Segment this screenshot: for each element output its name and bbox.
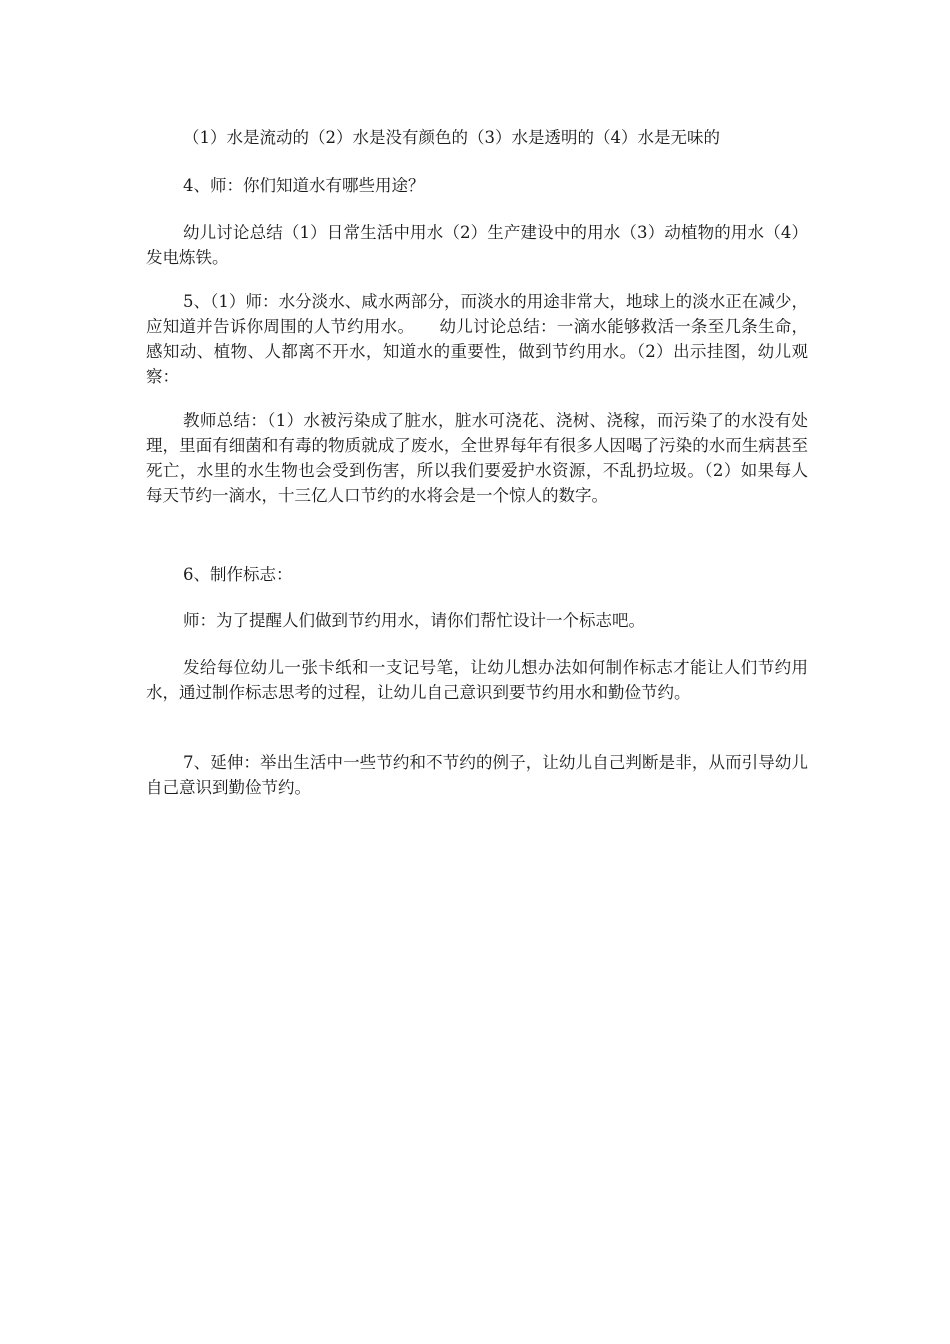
- paragraph-teacher-summary: 教师总结：（1）水被污染成了脏水，脏水可浇花、浇树、浇稼，而污染了的水没有处理，里面有细菌和有毒的物质就成了废水，全世界每年有很多人因喝了污染的水而生病甚至死亡，水里的水生物也会受到伤害，所以我们要爱护水资源，不乱扔垃圾。（2）如果每人每天节约一滴水，十三亿人口节约的水将会是一个惊人的数字。: [146, 411, 808, 505]
- paragraph-card-activity: 发给每位幼儿一张卡纸和一支记号笔，让幼儿想办法如何制作标志才能让人们节约用水，通过制作标志思考的过程，让幼儿自己意识到要节约用水和勤俭节约。: [146, 658, 808, 702]
- paragraph-extension: 7、延伸：举出生活中一些节约和不节约的例子，让幼儿自己判断是非，从而引导幼儿自己意识到勤俭节约。: [146, 753, 808, 797]
- paragraph-make-sign-heading: 6、制作标志：: [183, 565, 293, 584]
- paragraph-discussion-uses: 幼儿讨论总结（1）日常生活中用水（2）生产建设中的用水（3）动植物的用水（4）发电炼铁。: [146, 223, 808, 267]
- paragraph-teacher-request: 师：为了提醒人们做到节约用水，请你们帮忙设计一个标志吧。: [183, 611, 645, 630]
- paragraph-fresh-water: 5、（1）师：水分淡水、咸水两部分，而淡水的用途非常大，地球上的淡水正在减少，应知道并告诉你周围的人节约用水。 幼儿讨论总结：一滴水能够救活一条至几条生命，感知动、植物、人都离不开水，知道水的重要性，做到节约用水。（2）出示挂图，幼儿观察：: [146, 292, 808, 386]
- paragraph-question-uses: 4、师：你们知道水有哪些用途？: [183, 176, 425, 195]
- paragraph-water-properties: （1）水是流动的（2）水是没有颜色的（3）水是透明的（4）水是无味的: [183, 128, 720, 147]
